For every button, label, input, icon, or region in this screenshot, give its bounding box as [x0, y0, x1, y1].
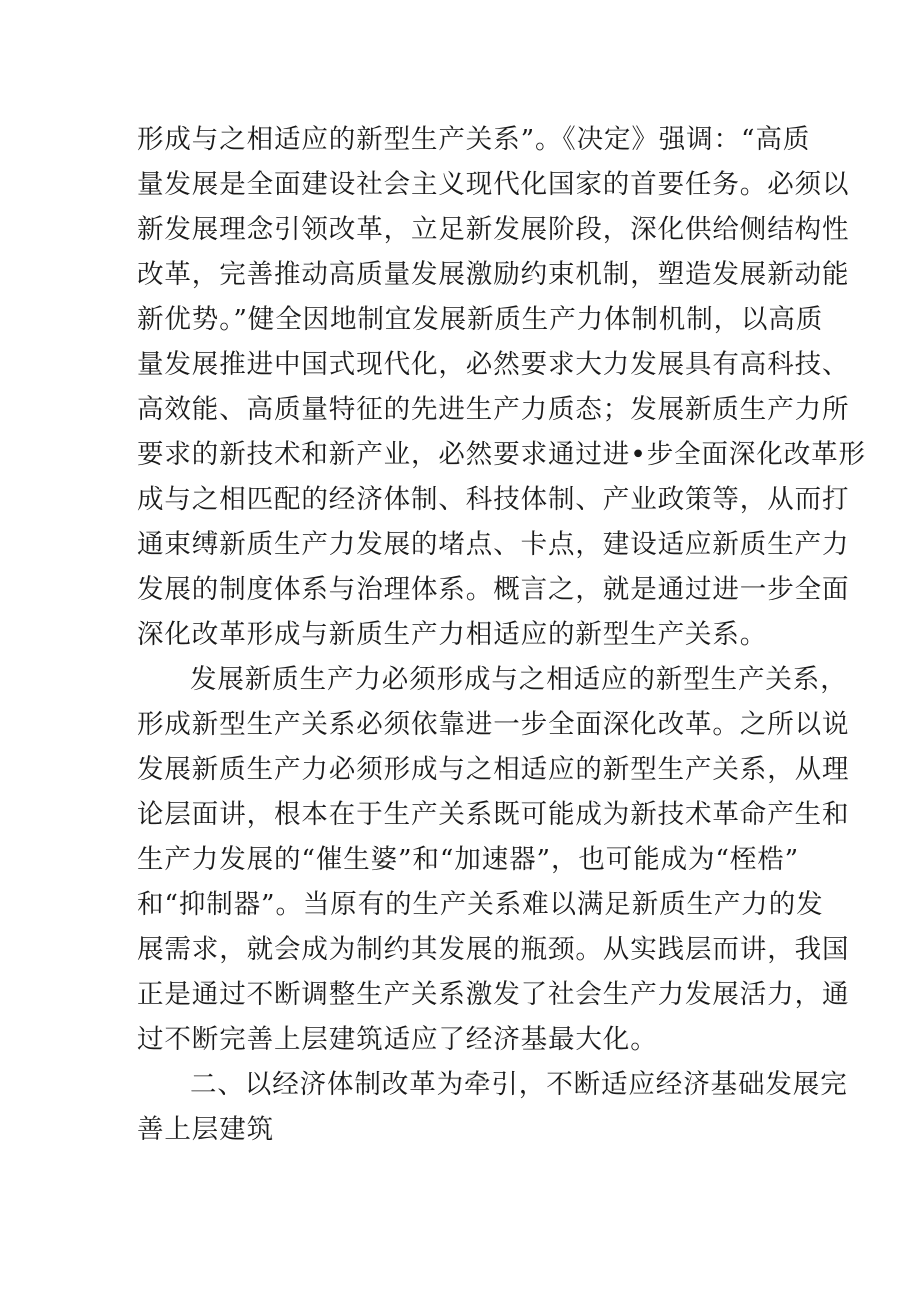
text-line: 新发展理念引领改革，立足新发展阶段，深化供给侧结构性: [137, 214, 850, 245]
text-line: 成与之相匹配的经济体制、科技体制、产业政策等，从而打: [137, 484, 850, 515]
text-line: 新优势。”健全因地制宜发展新质生产力体制机制，以高质: [137, 304, 824, 335]
text-line: 正是通过不断调整生产关系激发了社会生产力发展活力，通: [137, 979, 850, 1010]
text-line: 展需求，就会成为制约其发展的瓶颈。从实践层而讲，我国: [137, 934, 850, 965]
text-line: 形成与之相适应的新型生产关系”。《决定》强调：“高质: [137, 124, 811, 155]
text-line: 通束缚新质生产力发展的堵点、卡点，建设适应新质生产力: [137, 529, 850, 560]
text-line: 改革，完善推动高质量发展激励约束机制，塑造发展新动能: [137, 259, 850, 290]
text-line: 量发展推进中国式现代化，必然要求大力发展具有高科技、: [137, 349, 850, 380]
text-line: 要求的新技术和新产业，必然要求通过进•步全面深化改革形: [137, 439, 866, 470]
text-line: 高效能、高质量特征的先进生产力质态；发展新质生产力所: [137, 394, 850, 425]
paragraph-first-line: 发展新质生产力必须形成与之相适应的新型生产关系，: [190, 664, 848, 695]
text-line: 发展新质生产力必须形成与之相适应的新型生产关系，从理: [137, 754, 850, 785]
text-line: 深化改革形成与新质生产力相适应的新型生产关系。: [137, 619, 768, 650]
text-line: 量发展是全面建设社会主义现代化国家的首要任务。必须以: [137, 169, 850, 200]
section-heading-continued: 善上层建筑: [137, 1114, 274, 1145]
text-line: 和“抑制器”。当原有的生产关系难以满足新质生产力的发: [137, 889, 824, 920]
text-line: 生产力发展的“催生婆”和“加速器”，也可能成为“桎梏”: [137, 844, 800, 875]
text-line: 形成新型生产关系必须依靠进一步全面深化改革。之所以说: [137, 709, 850, 740]
text-line: 过不断完善上层建筑适应了经济基最大化。: [137, 1024, 658, 1055]
text-line: 发展的制度体系与治理体系。概言之，就是通过进一步全面: [137, 574, 850, 605]
text-line: 论层面讲，根本在于生产关系既可能成为新技术革命产生和: [137, 799, 850, 830]
section-heading: 二、以经济体制改革为牵引，不断适应经济基础发展完: [190, 1069, 848, 1100]
